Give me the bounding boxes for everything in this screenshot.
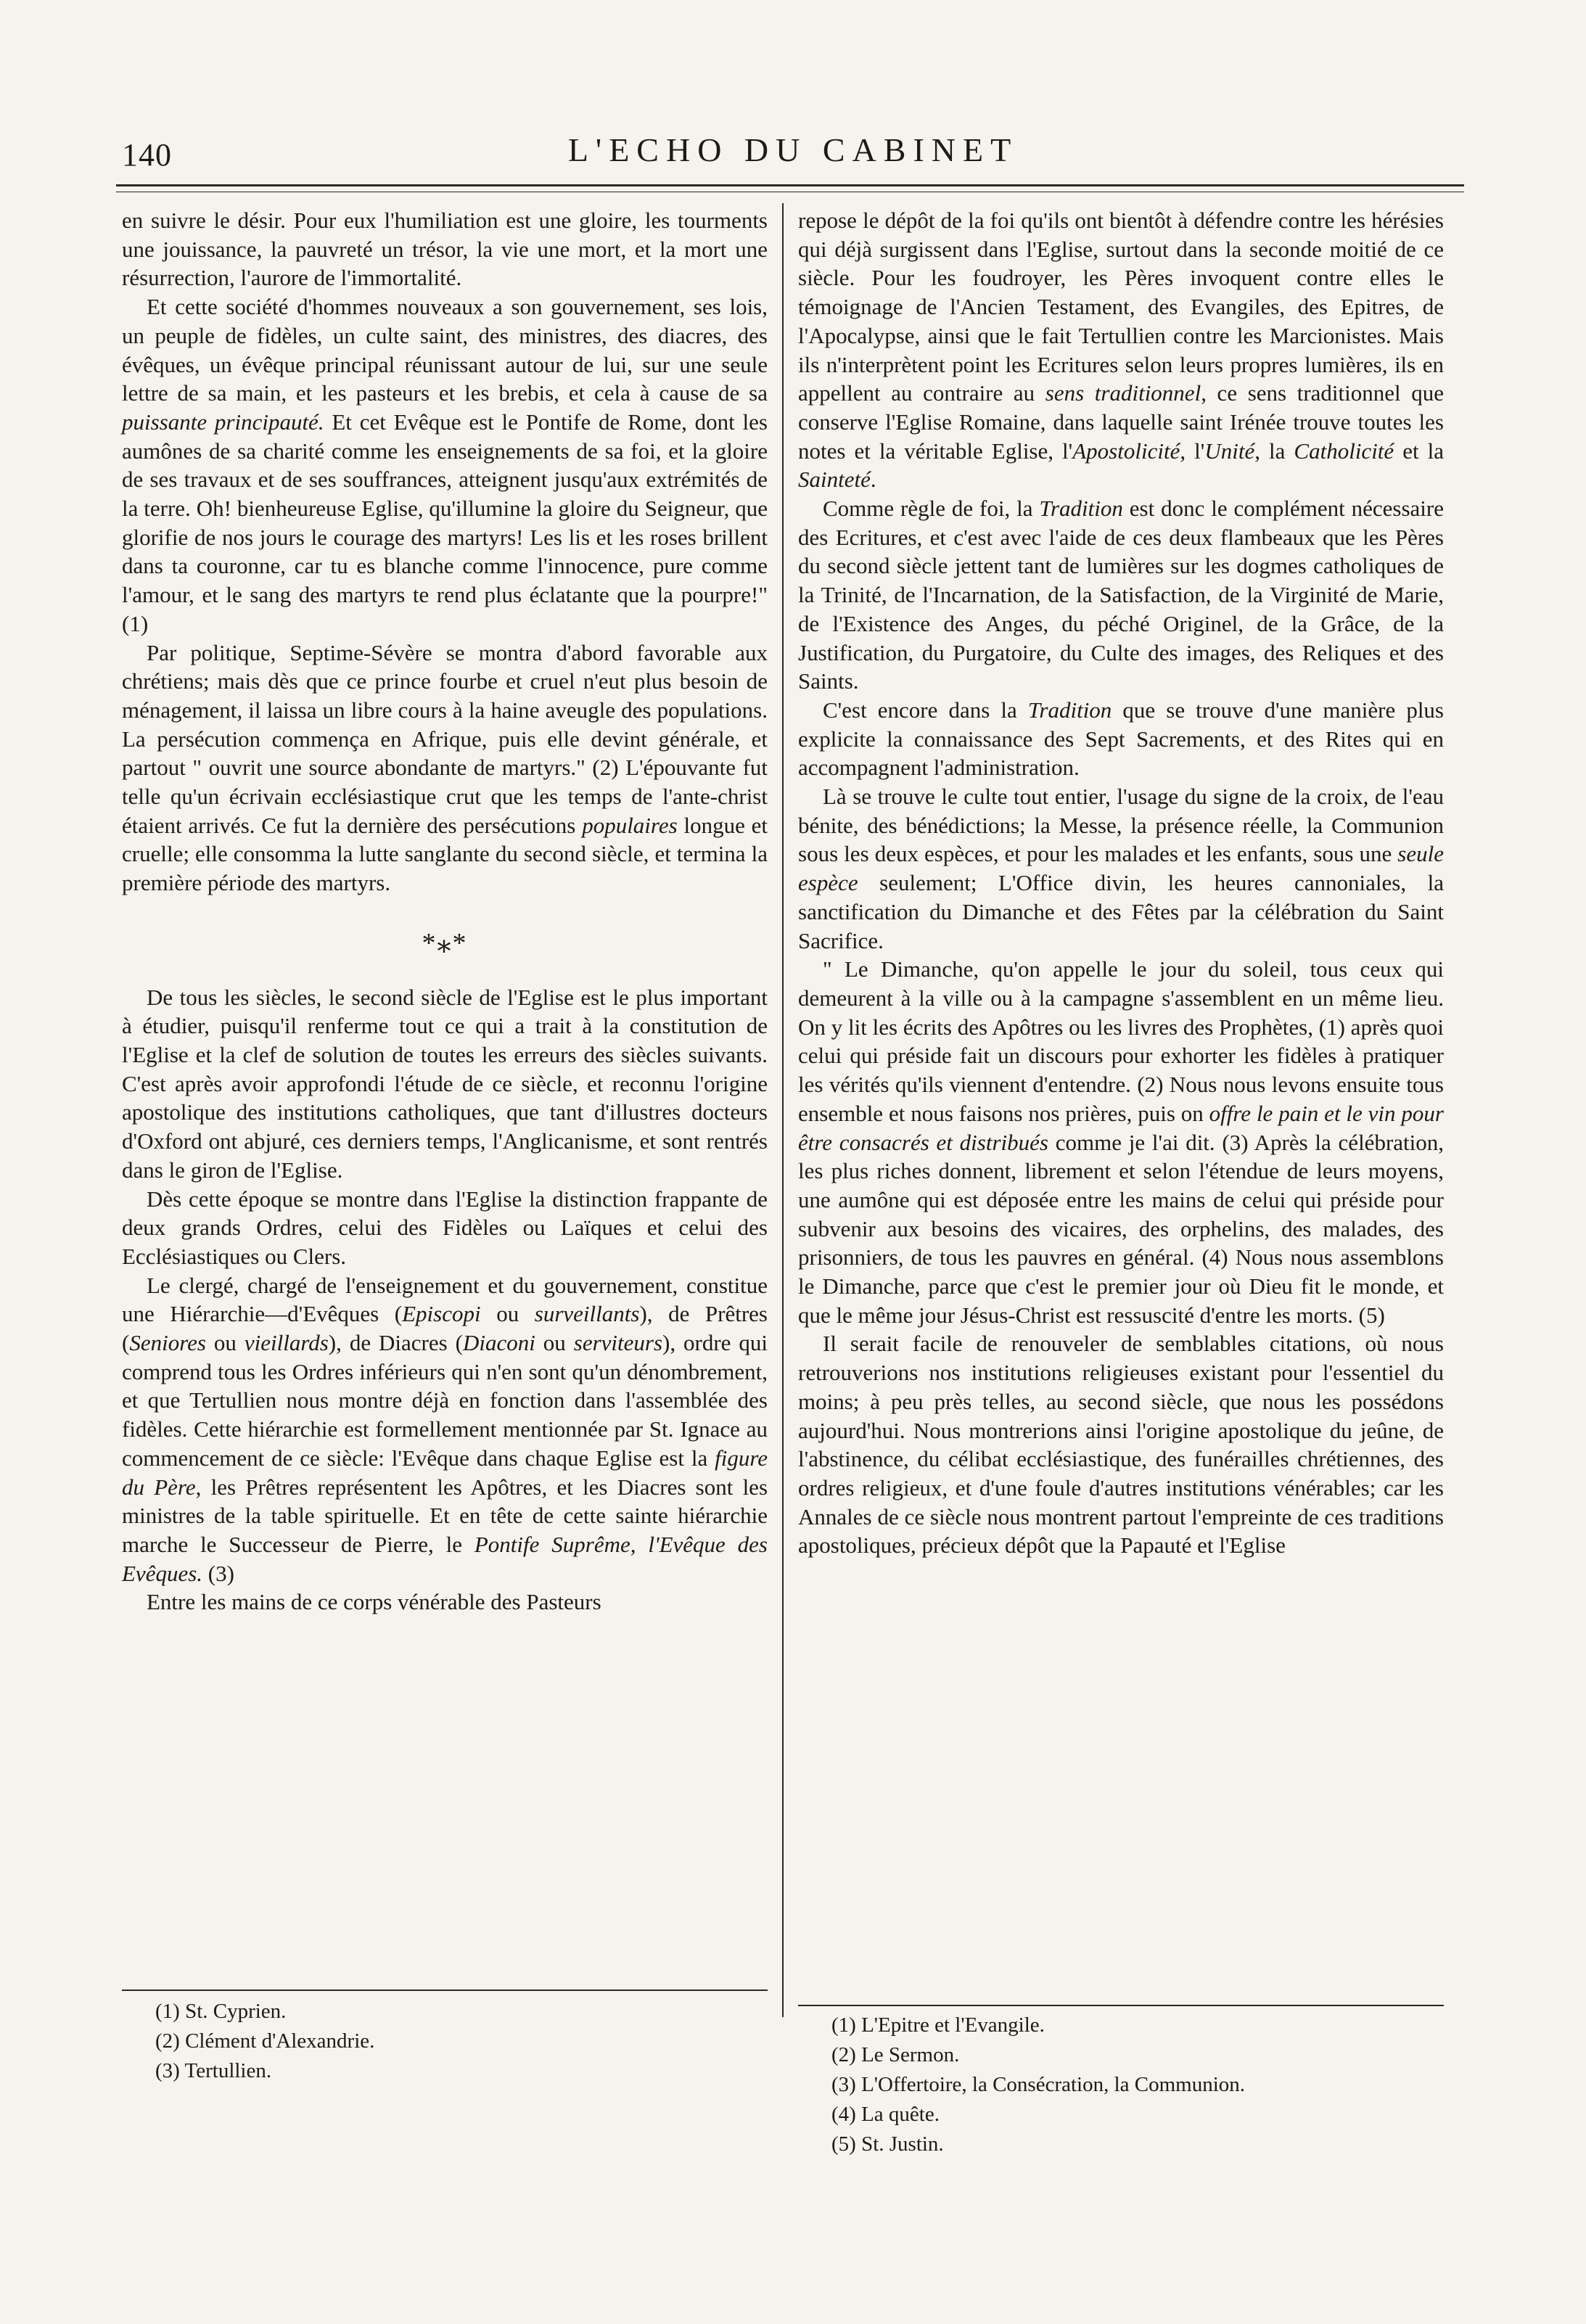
paragraph [798, 494, 1444, 696]
italic-run: vieillards [244, 1330, 329, 1356]
text-run: ), de Prêtres ( [122, 1301, 768, 1356]
text-run: longue et cruelle; elle consomma la lutte sanglante du second siècle, et termina la première période des martyrs. [122, 812, 768, 896]
footnote: (3) L'Offertoire, la Consécration, la Communion. [831, 2073, 1246, 2096]
header-rule [116, 184, 1464, 186]
text-run: Et cette société d'hommes nouveaux a son gouvernement, ses lois, un peuple de fidèles, un culte saint, des ministres, des diacres, des évêques, un évêque principal réunissant autour de lui, sur une seule lettre de sa main, et les pasteurs et les brebis, et cela à cause de sa [122, 294, 768, 406]
text-run: (3) [202, 1560, 234, 1586]
paragraph: De tous les siècles, le second siècle de l'Eglise est le plus important à étudier, puisqu'il renferme tout ce qui a trait à la constitution de l'Eglise et la clef de solution de toutes les erreurs des siècles suivants. C'est après avoir approfondi l'étude de ce siècle, et reconnu l'origine apostolique des institutions catholiques, que tant d'illustres docteurs d'Oxford ont abjuré, ces derniers temps, l'Anglicanisme, et sont rentrés dans le giron de l'Eglise. [122, 984, 768, 1183]
text-run: C'est encore dans la [823, 697, 1028, 723]
italic-run: Tradition [1027, 697, 1112, 723]
text-run: ou [535, 1330, 574, 1356]
italic-run: offre le pain et le vin pour être consacrés et distribués [798, 1100, 1444, 1155]
italic-run: serviteurs [573, 1330, 663, 1356]
footnotes-left [122, 1997, 768, 2086]
text-run: ), de Diacres ( [328, 1330, 463, 1356]
italic-run: seule espèce [798, 841, 1444, 896]
footnote: (3) Tertullien. [155, 2059, 272, 2082]
italic-run: Unité [1204, 438, 1255, 464]
text-run: et la [1394, 438, 1445, 464]
page-number: 140 [122, 137, 172, 173]
italic-run: sens traditionnel [1045, 380, 1201, 406]
paragraph: Il serait facile de renouveler de semblables citations, où nous retrouverions nos institutions religieuses existant pour l'essentiel du moins; à peu près telles, au second siècle, que nous les possédons aujourd'hui. Nous montrerions ainsi l'origine apostolique du jeûne, de l'abstinence, du célibat ecclésiastique, des funérailles chrétiennes, des ordres religieux, et d'une foule d'autres institutions vénérables; car les Annales de ce siècle nous montrent partout l'empreinte de ces traditions apostoliques, précieux dépôt que la Papauté et l'Eglise [798, 1331, 1444, 1559]
italic-run: Episcopi [402, 1301, 481, 1327]
italic-run: Pontife Suprême, l'Evêque des Evêques. [122, 1531, 768, 1586]
italic-run: Seniores [129, 1330, 206, 1356]
text-run: Là se trouve le culte tout entier, l'usage du signe de la croix, de l'eau bénite, des bénédictions; la Messe, la présence réelle, la Communion sous les deux espèces, et pour les malades et les enfants, sous une [798, 784, 1444, 867]
footnote-rule [122, 1990, 768, 1991]
text-run: est donc le complément nécessaire des Ecritures, et c'est avec l'aide de ces deux flambeaux que les Pères du second siècle jettent tant de lumières sur les dogmes catholiques de la Trinité, de l'Incarnation, de la Satisfaction, de la Virginité de Marie, de l'Existence des Anges, du péché Originel, de la Grâce, de la Justification, du Purgatoire, du Culte des images, des Reliques et des Saints. [798, 496, 1444, 694]
italic-run: Diaconi [462, 1330, 535, 1356]
column-divider [782, 203, 784, 2017]
footnote: (2) Le Sermon. [831, 2043, 960, 2066]
text-run: repose le dépôt de la foi qu'ils ont bientôt à défendre contre les hérésies qui déjà surgissent dans l'Eglise, surtout dans la seconde moitié de ce siècle. Pour les foudroyer, les Pères invoquent contre elles le témoignage de l'Ancien Testament, des Evangiles, des Epitres, de l'Apocalypse, ainsi que le fait Tertullien contre les Marcionistes. Mais ils n'interprètent point les Ecritures selon leurs propres lumières, ils en appellent au contraire au [798, 208, 1444, 406]
footnote: (1) St. Cyprien. [155, 2000, 287, 2023]
text-run: Le clergé, chargé de l'enseignement et du gouvernement, constitue une Hiérarchie—d'Evêques ( [122, 1272, 768, 1327]
footnote-rule [798, 2005, 1444, 2006]
paragraph [122, 292, 768, 638]
text-run: Et cet Evêque est le Pontife [324, 408, 591, 435]
paragraph [798, 206, 1444, 494]
running-title: L'ECHO DU CABINET [567, 131, 1019, 168]
footnote: (2) Clément d'Alexandrie. [155, 2029, 375, 2053]
footnote: (1) L'Epitre et l'Evangile. [831, 2013, 1045, 2037]
left-column [122, 206, 768, 1617]
text-run: . [870, 467, 876, 493]
text-run: , la [1254, 438, 1294, 464]
right-column [798, 206, 1444, 1560]
text-run: , l' [1180, 438, 1205, 464]
paragraph [798, 782, 1444, 955]
italic-run: surveillants [534, 1301, 640, 1327]
section-separator: *⁎* [422, 927, 468, 958]
text-run: comme je l'ai dit. (3) Après la célébration, les plus riches donnent, librement et selon l'étendue de leurs moyens, une aumône qui est déposée entre les mains de celui qui préside pour subvenir aux besoins des vicaires, des orphelins, des malades, des prisonniers, de tous les pauvres en général. (4) Nous nous assemblons le Dimanche, parce que c'est le premier jour où Dieu fit le monde, et que le même jour Jésus-Christ est ressuscité d'entre les morts. (5) [798, 1129, 1445, 1328]
text-run: que se trouve d'une manière plus explicite la connaissance des Sept Sacrements, et des Rites qui en accompagnent l'administration. [798, 697, 1444, 781]
text-run: " Le Dimanche, qu'on appelle le jour du soleil, tous ceux qui demeurent à la ville ou à la campagne s'assemblent en un même lieu. On y lit les écrits des Apôtres ou les livres des Prophètes, (1) après quoi celui qui préside fait un discours pour exhorter les fidèles à pratiquer les vérités qu'ils viennent d'entendre. (2) Nous nous levons ensuite tous ensemble et nous faisons nos prières, puis on [798, 956, 1444, 1126]
italic-run: Catholicité [1294, 438, 1394, 464]
footnote: (5) St. Justin. [831, 2132, 944, 2156]
text-run: ), ordre qui comprend tous les Ordres inférieurs qui n'en sont qu'un dénombrement, et que Tertullien nous montre déjà en fonction dans l'assemblée des fidèles. Cette hiérarchie est formellement mentionnée par St. Ignace au commencement de ce siècle: l'Evêque dans chaque Eglise est la [122, 1330, 768, 1471]
italic-run: Tradition [1039, 496, 1123, 522]
text-run: ou [480, 1301, 535, 1327]
italic-run: figure du Père [122, 1445, 768, 1500]
italic-run: puissante principauté. [122, 408, 324, 435]
text-run: de Rome, dont les aumônes de sa charité comme les enseignements de sa foi, et la gloire de ses travaux et de ses souffrances, atteignent jusqu'aux extrémités de la terre. Oh! bienheureuse Eglise, qu'illumine la gloire du Seigneur, que glorifie de nos jours le courage des martyrs! Les lis et les roses brillent dans ta couronne, car tu es blanche comme l'innocence, pure comme l'amour, et le sang des martyrs te rend plus éclatante que la pourpre!" (1) [122, 408, 768, 636]
paragraph: Dès cette époque se montre dans l'Eglise la distinction frappante de deux grands Ordres, celui des Fidèles ou Laïques et celui des Ecclésiastiques ou Clers. [122, 1186, 768, 1269]
text-run: Comme règle de foi, la [823, 496, 1040, 522]
italic-run: Sainteté [798, 467, 871, 493]
italic-run: Apostolicité [1072, 438, 1180, 464]
paragraph: en suivre le désir. Pour eux l'humiliation est une gloire, les tourments une jouissance, la pauvreté un trésor, la vie une mort, et la mort une résurrection, l'aurore de l'immortalité. [122, 208, 768, 291]
paragraph [798, 696, 1444, 782]
text-run: seulement; L'Office divin, les heures cannoniales, la sanctification du Dimanche et des Fêtes par la célébration du Saint Sacrifice. [798, 870, 1444, 953]
paragraph [798, 955, 1444, 1329]
paragraph: Entre les mains de ce corps vénérable des Pasteurs [147, 1589, 601, 1615]
text-run: , les Prêtres représentent les Apôtres, et les Diacres sont les ministres de la table spirituelle. Et en tête de cette sainte hiérarchie marche le Successeur de Pierre, le [122, 1474, 768, 1557]
italic-run: populaires [582, 812, 678, 838]
footnotes-right [798, 2011, 1444, 2159]
paragraph [122, 1271, 768, 1588]
footnote: (4) La quête. [831, 2103, 940, 2126]
text-run: ou [205, 1330, 245, 1356]
text-run: , ce sens traditionnel que conserve l'Eglise Romaine, dans laquelle saint Irénée trouve toutes les notes et la véritable Eglise, l' [798, 380, 1444, 464]
text-run: Par politique, Septime-Sévère se montra d'abord favorable aux chrétiens; mais dès que ce prince fourbe et cruel n'eut plus besoin de ménagement, il laissa un libre cours à la haine aveugle des populations. La persécution commença en Afrique, puis elle devint générale, et partout " ouvrit une source abondante de martyrs." (2) L'épouvante fut telle qu'un écrivain ecclésiastique crut que les temps de l'ante-christ étaient arrivés. Ce fut la dernière des persécutions [122, 639, 768, 838]
paragraph [122, 639, 768, 898]
